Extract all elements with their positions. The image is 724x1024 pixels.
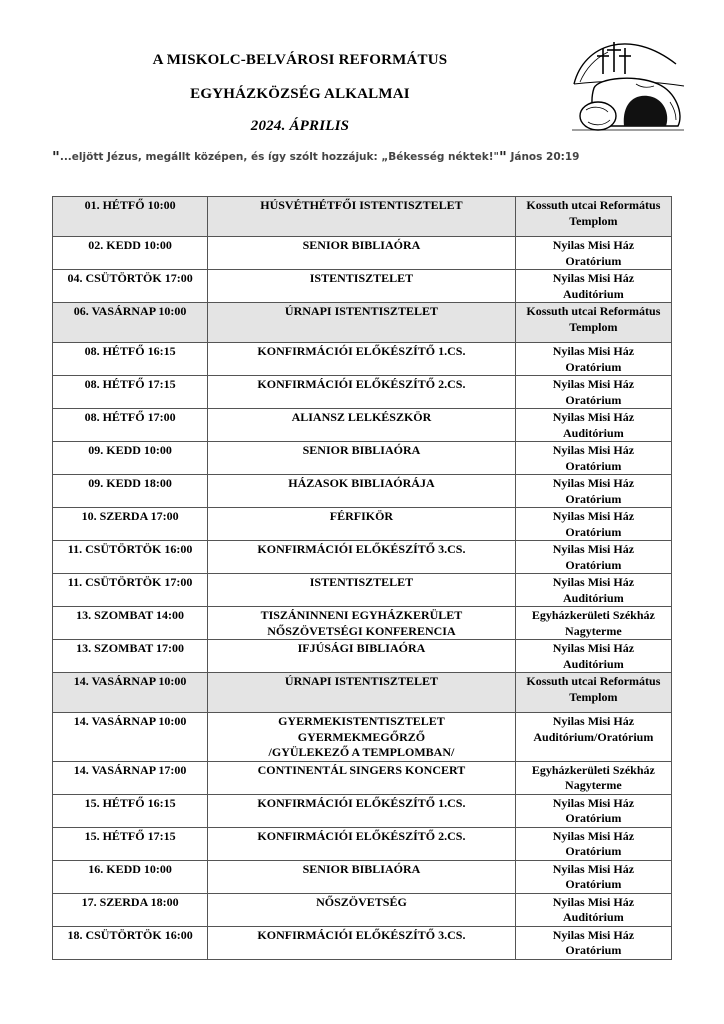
event-date-cell: 08. HÉTFŐ 17:15 [53, 376, 208, 409]
event-name-line: ÚRNAPI ISTENTISZTELET [284, 304, 438, 318]
event-place-line: Oratórium [565, 359, 622, 374]
event-name-cell [208, 607, 516, 640]
table-row [53, 442, 672, 475]
event-place-cell [515, 827, 671, 860]
event-name-cell [208, 343, 516, 376]
event-date-cell: 10. SZERDA 17:00 [53, 508, 208, 541]
table-row [53, 893, 672, 926]
event-place-line: Oratórium [565, 844, 622, 858]
event-name-cell [208, 541, 516, 574]
event-place-line: Templom [569, 319, 618, 334]
event-name-cell [208, 270, 516, 303]
event-place-line: Nyilas Misi Ház [552, 894, 635, 909]
event-place-line: Nyilas Misi Ház [552, 238, 635, 252]
table-row [53, 197, 672, 237]
event-place-line: Nyilas Misi Ház [552, 795, 635, 810]
event-place-line: Nagyterme [565, 778, 622, 792]
event-date-cell: 18. CSÜTÖRTÖK 16:00 [53, 926, 208, 959]
event-place-line: Auditórium [563, 590, 624, 605]
event-date-cell: 08. HÉTFŐ 16:15 [53, 343, 208, 376]
event-place-line: Oratórium [565, 458, 622, 473]
event-date-cell: 11. CSÜTÖRTÖK 17:00 [53, 574, 208, 607]
event-date-cell: 13. SZOMBAT 14:00 [53, 607, 208, 640]
page-subtitle: EGYHÁZKÖZSÉG ALKALMAI [190, 86, 410, 102]
event-place-line: Egyházkerületi Székház [531, 608, 655, 622]
event-name-line: ISTENTISZTELET [309, 575, 414, 589]
event-place-line: Auditórium [563, 425, 624, 440]
table-row [53, 673, 672, 713]
event-place-cell [515, 607, 671, 640]
event-name-line: ALIANSZ LELKÉSZKÖR [291, 410, 432, 424]
event-name-line: KONFIRMÁCIÓI ELŐKÉSZÍTŐ 1.CS. [257, 344, 466, 358]
event-date-cell: 09. KEDD 18:00 [53, 475, 208, 508]
event-name-cell [208, 673, 516, 713]
event-name-line: ISTENTISZTELET [309, 271, 414, 285]
event-place-line: Oratórium [565, 253, 622, 268]
event-place-cell [515, 574, 671, 607]
event-place-line: Kossuth utcai Református [526, 198, 661, 212]
event-place-cell [515, 761, 671, 794]
month-heading: 2024. ÁPRILIS [250, 118, 350, 134]
event-name-cell [208, 197, 516, 237]
event-place-cell [515, 508, 671, 541]
event-date-cell: 06. VASÁRNAP 10:00 [53, 303, 208, 343]
event-name-line: KONFIRMÁCIÓI ELŐKÉSZÍTŐ 2.CS. [257, 377, 466, 391]
event-name-cell [208, 508, 516, 541]
event-name-line: SENIOR BIBLIAÓRA [302, 238, 421, 252]
table-row [53, 303, 672, 343]
table-row [53, 409, 672, 442]
event-place-line: Nyilas Misi Ház [552, 927, 635, 942]
event-date-cell: 15. HÉTFŐ 17:15 [53, 827, 208, 860]
event-date-cell: 13. SZOMBAT 17:00 [53, 640, 208, 673]
event-place-line: Egyházkerületi Székház [531, 762, 655, 777]
event-place-cell [515, 343, 671, 376]
table-row [53, 827, 672, 860]
event-place-cell [515, 442, 671, 475]
event-place-line: Nyilas Misi Ház [552, 443, 635, 457]
event-name-cell [208, 303, 516, 343]
empty-tomb-crosses-logo [566, 22, 690, 138]
event-place-cell [515, 237, 671, 270]
event-name-line: CONTINENTÁL SINGERS KONCERT [257, 762, 466, 777]
event-name-cell [208, 442, 516, 475]
event-name-cell [208, 237, 516, 270]
event-name-cell [208, 761, 516, 794]
table-row [53, 475, 672, 508]
event-date-cell: 16. KEDD 10:00 [53, 860, 208, 893]
event-name-line: GYERMEKISTENTISZTELET [278, 714, 445, 728]
event-place-line: Auditórium [563, 656, 624, 671]
event-place-line: Kossuth utcai Református [526, 674, 661, 688]
table-row [53, 541, 672, 574]
event-date-cell: 17. SZERDA 18:00 [53, 893, 208, 926]
event-place-line: Auditórium [563, 910, 624, 924]
event-place-cell [515, 541, 671, 574]
event-name-line: HÁZASOK BIBLIAÓRÁJA [288, 476, 435, 490]
quote-reference: János 20:19 [510, 151, 580, 163]
event-place-line: Nyilas Misi Ház [552, 828, 635, 843]
event-name-line: FÉRFIKÖR [329, 509, 394, 523]
event-place-line: Nyilas Misi Ház [552, 271, 635, 285]
event-name-cell [208, 713, 516, 762]
event-name-line: SENIOR BIBLIAÓRA [302, 443, 421, 457]
event-place-line: Nyilas Misi Ház [552, 509, 635, 523]
quote-open-mark: " [52, 148, 60, 166]
event-place-cell [515, 673, 671, 713]
event-place-line: Oratórium [565, 557, 622, 572]
event-date-cell: 11. CSÜTÖRTÖK 16:00 [53, 541, 208, 574]
event-name-line: KONFIRMÁCIÓI ELŐKÉSZÍTŐ 1.CS. [257, 795, 466, 810]
event-place-cell [515, 197, 671, 237]
event-place-line: Auditórium [563, 286, 624, 301]
event-place-line: Nyilas Misi Ház [552, 377, 635, 391]
event-place-cell [515, 303, 671, 343]
event-name-line: SENIOR BIBLIAÓRA [302, 861, 421, 876]
event-name-cell [208, 926, 516, 959]
event-place-line: Oratórium [565, 943, 622, 957]
event-name-line: TISZÁNINNENI EGYHÁZKERÜLET [260, 608, 463, 622]
event-place-line: Nyilas Misi Ház [552, 641, 635, 655]
event-date-cell: 02. KEDD 10:00 [53, 237, 208, 270]
event-name-line: HÚSVÉTHÉTFŐI ISTENTISZTELET [260, 198, 463, 212]
table-row [53, 607, 672, 640]
bible-quote [52, 148, 579, 166]
event-name-cell [208, 640, 516, 673]
table-row [53, 343, 672, 376]
event-place-line: Templom [569, 689, 618, 704]
event-place-line: Nyilas Misi Ház [552, 575, 635, 589]
table-row [53, 508, 672, 541]
event-place-line: Oratórium [565, 524, 622, 539]
event-name-cell [208, 893, 516, 926]
event-name-line: KONFIRMÁCIÓI ELŐKÉSZÍTŐ 3.CS. [257, 927, 466, 942]
event-date-cell: 14. VASÁRNAP 17:00 [53, 761, 208, 794]
event-place-line: Nyilas Misi Ház [552, 542, 635, 556]
table-row [53, 640, 672, 673]
event-place-line: Oratórium [565, 811, 622, 825]
event-place-line: Auditórium/Oratórium [533, 729, 654, 744]
event-place-line: Nyilas Misi Ház [552, 344, 635, 358]
event-date-cell: 08. HÉTFŐ 17:00 [53, 409, 208, 442]
event-place-cell [515, 640, 671, 673]
event-name-cell [208, 376, 516, 409]
event-place-cell [515, 713, 671, 762]
event-place-cell [515, 475, 671, 508]
event-place-cell [515, 893, 671, 926]
event-name-line: IFJÚSÁGI BIBLIAÓRA [297, 641, 426, 655]
quote-text: ...eljött Jézus, megállt középen, és így szólt hozzájuk: „Békesség néktek!" [59, 151, 499, 163]
event-date-cell: 14. VASÁRNAP 10:00 [53, 713, 208, 762]
table-row [53, 794, 672, 827]
event-place-cell [515, 409, 671, 442]
event-date-cell: 14. VASÁRNAP 10:00 [53, 673, 208, 713]
event-date-cell: 04. CSÜTÖRTÖK 17:00 [53, 270, 208, 303]
event-date-cell: 09. KEDD 10:00 [53, 442, 208, 475]
event-place-cell [515, 376, 671, 409]
event-place-line: Nagyterme [565, 623, 622, 638]
event-name-cell [208, 574, 516, 607]
event-name-line: NŐSZÖVETSÉGI KONFERENCIA [267, 623, 456, 638]
event-name-line: KONFIRMÁCIÓI ELŐKÉSZÍTŐ 3.CS. [257, 542, 466, 556]
event-place-line: Oratórium [565, 491, 622, 506]
event-name-line: ÚRNAPI ISTENTISZTELET [284, 674, 438, 688]
table-row [53, 574, 672, 607]
event-place-cell [515, 860, 671, 893]
event-name-cell [208, 409, 516, 442]
event-place-cell [515, 926, 671, 959]
table-row [53, 926, 672, 959]
event-date-cell: 15. HÉTFŐ 16:15 [53, 794, 208, 827]
event-name-cell [208, 794, 516, 827]
event-place-line: Nyilas Misi Ház [552, 410, 635, 424]
quote-close-mark: " [498, 148, 507, 166]
events-table [52, 196, 672, 960]
table-row [53, 270, 672, 303]
table-row [53, 376, 672, 409]
event-place-line: Templom [569, 213, 618, 228]
event-name-cell [208, 475, 516, 508]
event-place-cell [515, 794, 671, 827]
event-name-line: /GYÜLEKEZŐ A TEMPLOMBAN/ [268, 745, 455, 759]
event-name-line: KONFIRMÁCIÓI ELŐKÉSZÍTŐ 2.CS. [257, 828, 466, 843]
event-place-cell [515, 270, 671, 303]
event-place-line: Nyilas Misi Ház [552, 861, 635, 876]
table-row [53, 237, 672, 270]
table-row [53, 860, 672, 893]
table-row [53, 761, 672, 794]
event-place-line: Oratórium [565, 392, 622, 407]
table-row [53, 713, 672, 762]
event-name-line: GYERMEKMEGŐRZŐ [297, 729, 426, 744]
event-place-line: Nyilas Misi Ház [552, 714, 635, 728]
event-date-cell: 01. HÉTFŐ 10:00 [53, 197, 208, 237]
page-title: A MISKOLC-BELVÁROSI REFORMÁTUS [152, 52, 448, 68]
event-name-cell [208, 860, 516, 893]
event-place-line: Nyilas Misi Ház [552, 476, 635, 490]
event-name-line: NŐSZÖVETSÉG [316, 894, 407, 909]
event-name-cell [208, 827, 516, 860]
event-place-line: Kossuth utcai Református [526, 304, 661, 318]
event-place-line: Oratórium [565, 877, 622, 891]
